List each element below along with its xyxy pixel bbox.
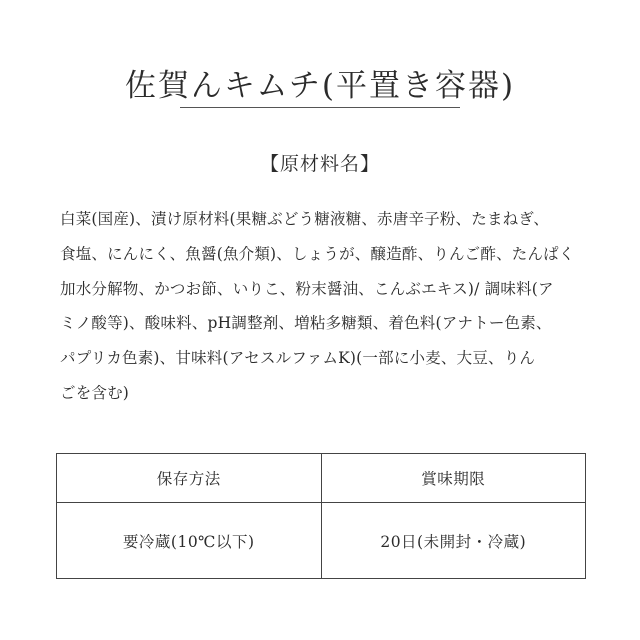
- table-value-row: [57, 503, 586, 579]
- ingredients-line: 加水分解物、かつお節、いりこ、粉末醤油、こんぶエキス)/ 調味料(ア: [60, 279, 554, 298]
- ingredients-line: 白菜(国産)、漬け原材料(果糖ぶどう糖液糖、赤唐辛子粉、たまねぎ、: [60, 210, 550, 228]
- ingredients-line: ごを含む): [60, 383, 130, 402]
- storage-info-table: [56, 453, 586, 579]
- ingredients-line: 食塩、にんにく、魚醤(魚介類)、しょうが、醸造酢、りんご酢、たんぱく: [60, 244, 575, 263]
- best-before-value: 20日(未開封・冷蔵): [321, 503, 586, 579]
- ingredients-line: ミノ酸等)、酸味料、pH調整剤、増粘多糖類、着色料(アナトー色素、: [60, 314, 552, 333]
- table-header-row: [57, 454, 586, 503]
- storage-method-value: 要冷蔵(10℃以下): [57, 503, 322, 579]
- best-before-header: 賞味期限: [321, 454, 586, 503]
- storage-method-header: 保存方法: [57, 454, 322, 503]
- title-underline: [180, 107, 460, 108]
- product-title: 佐賀んキムチ(平置き容器): [124, 68, 516, 104]
- ingredients-line: パプリカ色素)、甘味料(アセスルファムK)(一部に小麦、大豆、りん: [60, 349, 536, 368]
- ingredients-text: [60, 202, 590, 411]
- ingredients-heading: 【原材料名】: [259, 153, 380, 175]
